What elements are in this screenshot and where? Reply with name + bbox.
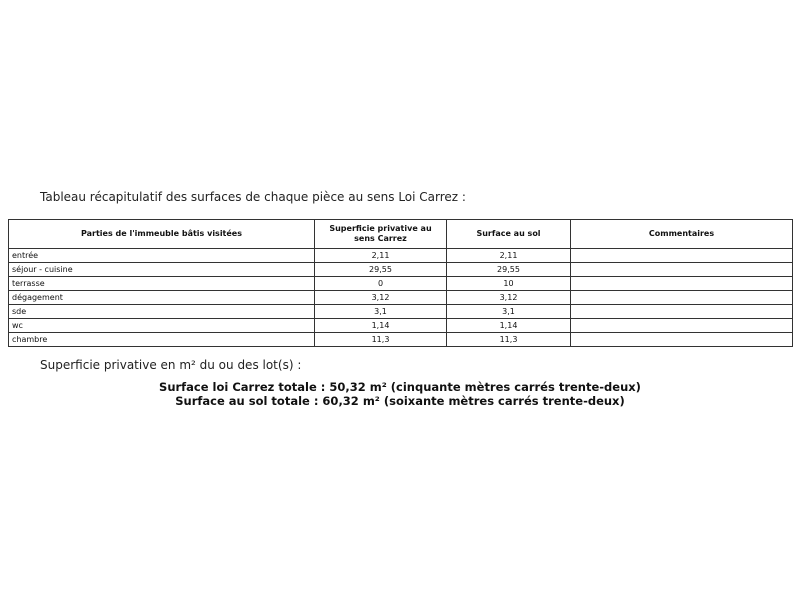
carrez-total-line: Surface loi Carrez totale : 50,32 m² (cinquante mètres carrés trente-deux)	[159, 380, 641, 394]
cell-sol: 10	[447, 277, 571, 291]
header-parties: Parties de l'immeuble bâtis visitées	[9, 220, 315, 249]
cell-carrez: 3,1	[315, 305, 447, 319]
cell-sol: 29,55	[447, 263, 571, 277]
cell-sol: 2,11	[447, 249, 571, 263]
cell-carrez: 2,11	[315, 249, 447, 263]
cell-commentaire	[571, 263, 793, 277]
cell-commentaire	[571, 291, 793, 305]
cell-commentaire	[571, 319, 793, 333]
cell-carrez: 1,14	[315, 319, 447, 333]
header-superficie-carrez: Superficie privative au sens Carrez	[315, 220, 447, 249]
cell-sol: 3,1	[447, 305, 571, 319]
totals-block	[0, 380, 800, 408]
table-row	[9, 333, 793, 347]
cell-piece: chambre	[9, 333, 315, 347]
superficie-privative-label: Superficie privative en m² du ou des lot(s) :	[40, 358, 302, 372]
table-header-row	[9, 220, 793, 249]
cell-carrez: 11,3	[315, 333, 447, 347]
cell-piece: entrée	[9, 249, 315, 263]
cell-carrez: 29,55	[315, 263, 447, 277]
cell-commentaire	[571, 277, 793, 291]
table-intro-text: Tableau récapitulatif des surfaces de chaque pièce au sens Loi Carrez :	[40, 190, 466, 204]
cell-piece: sde	[9, 305, 315, 319]
cell-commentaire	[571, 305, 793, 319]
cell-commentaire	[571, 249, 793, 263]
cell-sol: 1,14	[447, 319, 571, 333]
header-commentaires: Commentaires	[571, 220, 793, 249]
table-row	[9, 291, 793, 305]
table-row	[9, 305, 793, 319]
cell-sol: 3,12	[447, 291, 571, 305]
table-row	[9, 263, 793, 277]
cell-piece: terrasse	[9, 277, 315, 291]
table-row	[9, 249, 793, 263]
table-row	[9, 319, 793, 333]
table-row	[9, 277, 793, 291]
cell-carrez: 3,12	[315, 291, 447, 305]
cell-piece: wc	[9, 319, 315, 333]
header-surface-sol: Surface au sol	[447, 220, 571, 249]
sol-total-line: Surface au sol totale : 60,32 m² (soixante mètres carrés trente-deux)	[175, 394, 625, 408]
cell-piece: séjour - cuisine	[9, 263, 315, 277]
cell-carrez: 0	[315, 277, 447, 291]
cell-sol: 11,3	[447, 333, 571, 347]
cell-piece: dégagement	[9, 291, 315, 305]
cell-commentaire	[571, 333, 793, 347]
surfaces-table	[8, 219, 793, 347]
